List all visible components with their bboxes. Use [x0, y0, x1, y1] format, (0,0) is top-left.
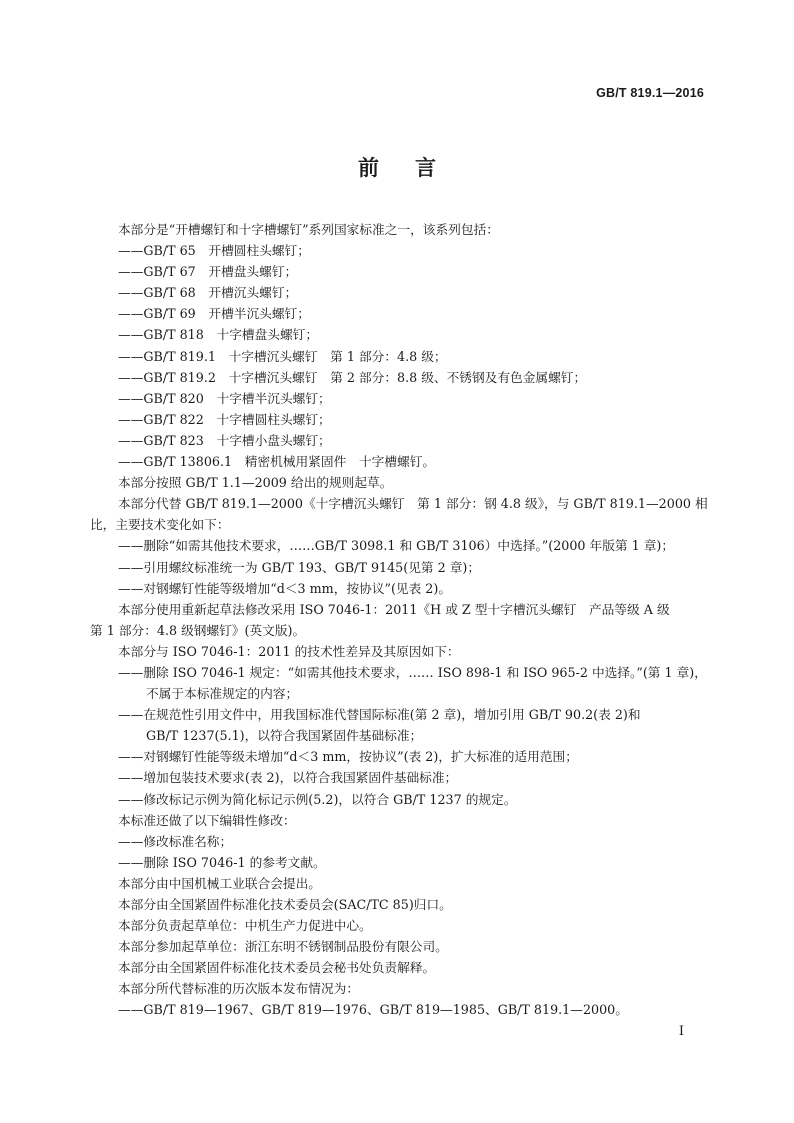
paragraph-line: 不属于本标准规定的内容； [146, 686, 299, 702]
paragraph-line: 本部分是“开槽螺钉和十字槽螺钉”系列国家标准之一，该系列包括： [118, 222, 499, 237]
list-item: ——GB/T 68 开槽沉头螺钉； [118, 285, 298, 301]
list-item: ——引用螺纹标准统一为 GB/T 193、GB/T 9145(见第 2 章)； [118, 559, 481, 575]
paragraph-line: GB/T 1237(5.1)，以符合我国紧固件基础标准； [146, 728, 423, 744]
list-item: ——修改标准名称； [118, 833, 233, 849]
list-item: ——删除 ISO 7046-1 的参考文献。 [118, 854, 326, 870]
paragraph-line: 本部分由中国机械工业联合会提出。 [118, 875, 321, 891]
list-item: ——删除 ISO 7046-1 规定：“如需其他技术要求，…… ISO 898-1 和 ISO 965-2 中选择。”(第 1 章)， [118, 664, 707, 680]
list-item: ——在规范性引用文件中，用我国标准代替国际标准(第 2 章)，增加引用 GB/T 90.2(表 2)和 [118, 707, 641, 723]
list-item: ——删除“如需其他技术要求，……GB/T 3098.1 和 GB/T 3106）中选择。”(2000 年版第 1 章)； [118, 538, 675, 554]
list-item: ——对钢螺钉性能等级未增加“d＜3 mm，按协议”(表 2)，扩大标准的适用范围； [118, 749, 578, 765]
paragraph-line: 本部分与 ISO 7046-1：2011 的技术性差异及其原因如下： [118, 643, 460, 659]
list-item: ——GB/T 823 十字槽小盘头螺钉； [118, 432, 331, 448]
list-item: ——GB/T 819—1967、GB/T 819—1976、GB/T 819—1985、GB/T 819.1—2000。 [118, 1002, 628, 1018]
foreword-body [90, 219, 710, 1021]
list-item: ——GB/T 67 开槽盘头螺钉； [118, 264, 298, 280]
list-item: ——GB/T 819.1 十字槽沉头螺钉 第 1 部分：4.8 级； [118, 348, 447, 364]
list-item: ——GB/T 820 十字槽半沉头螺钉； [118, 390, 331, 406]
paragraph-line: 本部分参加起草单位：浙江东明不锈钢制品股份有限公司。 [118, 939, 448, 955]
standard-code-header: GB/T 819.1—2016 [596, 86, 704, 100]
list-item: ——GB/T 822 十字槽圆柱头螺钉； [118, 411, 331, 427]
paragraph-line: 本部分由全国紧固件标准化技术委员会(SAC/TC 85)归口。 [118, 897, 452, 912]
paragraph-line: 本部分使用重新起草法修改采用 ISO 7046-1：2011《H 或 Z 型十字槽沉头螺钉 产品等级 A 级 [118, 601, 670, 617]
paragraph-line: 本部分负责起草单位：中机生产力促进中心。 [118, 918, 372, 934]
list-item: ——GB/T 69 开槽半沉头螺钉； [118, 306, 310, 322]
list-item: ——对钢螺钉性能等级增加“d＜3 mm，按协议”(见表 2)。 [118, 580, 452, 596]
paragraph-line: 第 1 部分：4.8 级钢螺钉》(英文版)。 [90, 622, 306, 638]
paragraph-line: 本部分由全国紧固件标准化技术委员会秘书处负责解释。 [118, 960, 436, 976]
list-item: ——修改标记示例为简化标记示例(5.2)，以符合 GB/T 1237 的规定。 [118, 791, 517, 807]
list-item: ——GB/T 13806.1 精密机械用紧固件 十字槽螺钉。 [118, 454, 436, 470]
paragraph-line: 本部分按照 GB/T 1.1—2009 给出的规则起草。 [118, 475, 393, 491]
paragraph-line: 本部分代替 GB/T 819.1—2000《十字槽沉头螺钉 第 1 部分：钢 4.8 级》，与 GB/T 819.1—2000 相 [118, 496, 708, 512]
page-number: I [678, 1024, 684, 1039]
page-title [0, 152, 794, 182]
list-item: ——GB/T 819.2 十字槽沉头螺钉 第 2 部分：8.8 级、不锈钢及有色金属螺钉； [118, 369, 587, 385]
paragraph-line: 本部分所代替标准的历次版本发布情况为： [118, 981, 360, 997]
list-item: ——增加包装技术要求(表 2)，以符合我国紧固件基础标准； [118, 770, 458, 786]
list-item: ——GB/T 818 十字槽盘头螺钉； [118, 327, 319, 343]
list-item: ——GB/T 65 开槽圆柱头螺钉； [118, 243, 310, 259]
paragraph-line: 比，主要技术变化如下： [90, 517, 230, 533]
title-char-2: 言 [415, 156, 436, 180]
title-char-1: 前 [358, 156, 379, 180]
paragraph-line: 本标准还做了以下编辑性修改： [118, 812, 296, 828]
